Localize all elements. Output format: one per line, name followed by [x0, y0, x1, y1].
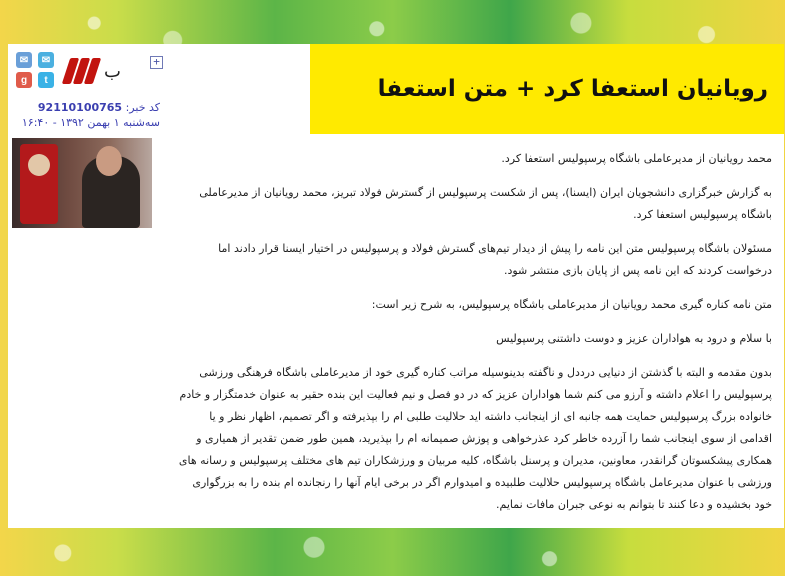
page-title: رویانیان استعفا کرد + متن استعفا [377, 76, 768, 102]
news-code-label: کد خبر: [125, 101, 160, 114]
share-toolbar [12, 48, 162, 94]
mail-icon[interactable]: ✉ [16, 52, 32, 68]
news-page [8, 44, 784, 528]
message-icon[interactable]: ✉ [38, 52, 54, 68]
social-icons [16, 52, 58, 88]
news-photo [12, 138, 152, 228]
article-paragraph: بدون مقدمه و البته با گذشتن از دنیایی درددل و ناگفته بدینوسیله مراتب کناره گیری خود از مدیرعاملی باشگاه فرهنگی ورزشی پرسپولیس را اعلام داشته و آرزو می کنم شما هواداران عزیز که در دو فصل و نیم فعالیت این بنده حقیر به عنوان خدمتگزار و خادم خانواده بزرگ پرسپولیس حمایت همه جانبه ای از اینجانب داشته اید حلالیت طلبی ام را بپذیرفته و اگر تصمیم، اظهار نظر و یا اقدامی از سوی اینجانب شما را آزرده خاطر کرد عذرخواهی و پوزش صمیمانه ام را بپذیرید، همین طور ضمن تقدیر از همیاری و همکاری پیشکسوتان گرانقدر، معاونین، مدیران و پرسنل باشگاه، کلیه مربیان و ورزشکاران تیم های مختلف پرسپولیس و رسانه های ورزشی با عنوان مدیرعامل باشگاه پرسپولیس حلالیت طلبیده و امیدوارم اگر در برخی ایام آنها را رنجانده ام بنده را به بزرگواری خود بخشیده و دعا کنند تا بتوانم به نوعی جبران مافات نمایم. [178, 366, 772, 511]
sidebar [12, 48, 162, 228]
news-code-line [12, 100, 160, 115]
news-date: سه‌شنبه ۱ بهمن ۱۳۹۲ - ۱۶:۴۰ [21, 116, 160, 129]
logo-bars [62, 58, 101, 84]
title-banner [310, 44, 784, 134]
article-body [176, 148, 772, 524]
site-logo[interactable] [66, 56, 126, 86]
article-paragraph: با سلام و درود به هواداران عزیز و دوست داشتنی پرسپولیس [496, 332, 772, 345]
news-code-value: 92110100765 [37, 101, 123, 114]
google-plus-icon[interactable]: g [16, 72, 32, 88]
twitter-icon[interactable]: t [38, 72, 54, 88]
club-emblem [20, 144, 58, 224]
article-paragraph: مسئولان باشگاه پرسپولیس متن این نامه را پیش از دیدار تیم‌های گسترش فولاد و پرسپولیس در اختیار ایسنا قرار دادند اما درخواست کردند که این نامه پس از پایان بازی منتشر شود. [218, 242, 772, 277]
logo-letter: ب [104, 60, 121, 82]
article-paragraph: به گزارش خبرگزاری دانشجویان ایران (ایسنا)، پس از شکست پرسپولیس از گسترش فولاد تبریز، محمد رویانیان از مدیرعاملی باشگاه پرسپولیس استعفا کرد. [199, 186, 772, 221]
plus-icon[interactable]: + [150, 56, 163, 69]
article-paragraph: متن نامه کناره گیری محمد رویانیان از مدیرعاملی باشگاه پرسپولیس، به شرح زیر است: [371, 298, 772, 311]
photo-head [96, 146, 122, 176]
news-meta [12, 94, 162, 130]
article-paragraph: محمد رویانیان از مدیرعاملی باشگاه پرسپولیس استعفا کرد. [501, 152, 772, 165]
